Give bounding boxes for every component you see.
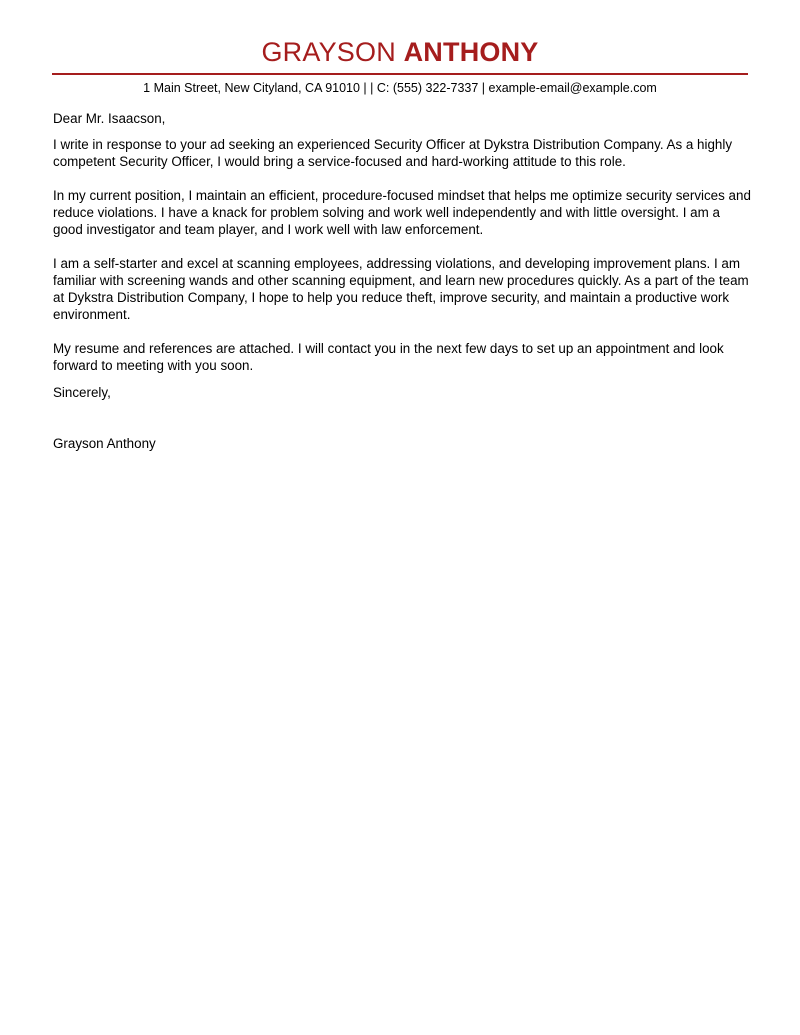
last-name: ANTHONY xyxy=(403,37,539,67)
header-divider xyxy=(52,73,748,75)
contact-line: 1 Main Street, New Cityland, CA 91010 | | C: (555) 322-7337 | example-email@example.com xyxy=(143,81,657,95)
body-paragraph-1: I write in response to your ad seeking an experienced Security Officer at Dykstra Distribution Company. As a highly competent Security Officer, I would bring a service-focused and hard-working attitude to this role. xyxy=(53,137,733,169)
closing: Sincerely, xyxy=(53,385,111,400)
signature: Grayson Anthony xyxy=(53,436,156,451)
body-paragraph-4: My resume and references are attached. I will contact you in the next few days to set up an appointment and look forward to meeting with you soon. xyxy=(53,341,724,373)
applicant-name-heading xyxy=(52,34,748,70)
body-paragraph-2: In my current position, I maintain an efficient, procedure-focused mindset that helps me optimize security services and reduce violations. I have a knack for problem solving and work well independently and with little oversight. I am a good investigator and team player, and I work well with law enforcement. xyxy=(53,188,751,237)
body-paragraph-3: I am a self-starter and excel at scanning employees, addressing violations, and developing improvement plans. I am familiar with screening wands and other scanning equipment, and learn new procedures quickly. As a part of the team at Dykstra Distribution Company, I hope to help you reduce theft, improve security, and maintain a productive work environment. xyxy=(53,256,749,322)
first-name: GRAYSON xyxy=(261,37,396,67)
greeting: Dear Mr. Isaacson, xyxy=(53,111,166,126)
